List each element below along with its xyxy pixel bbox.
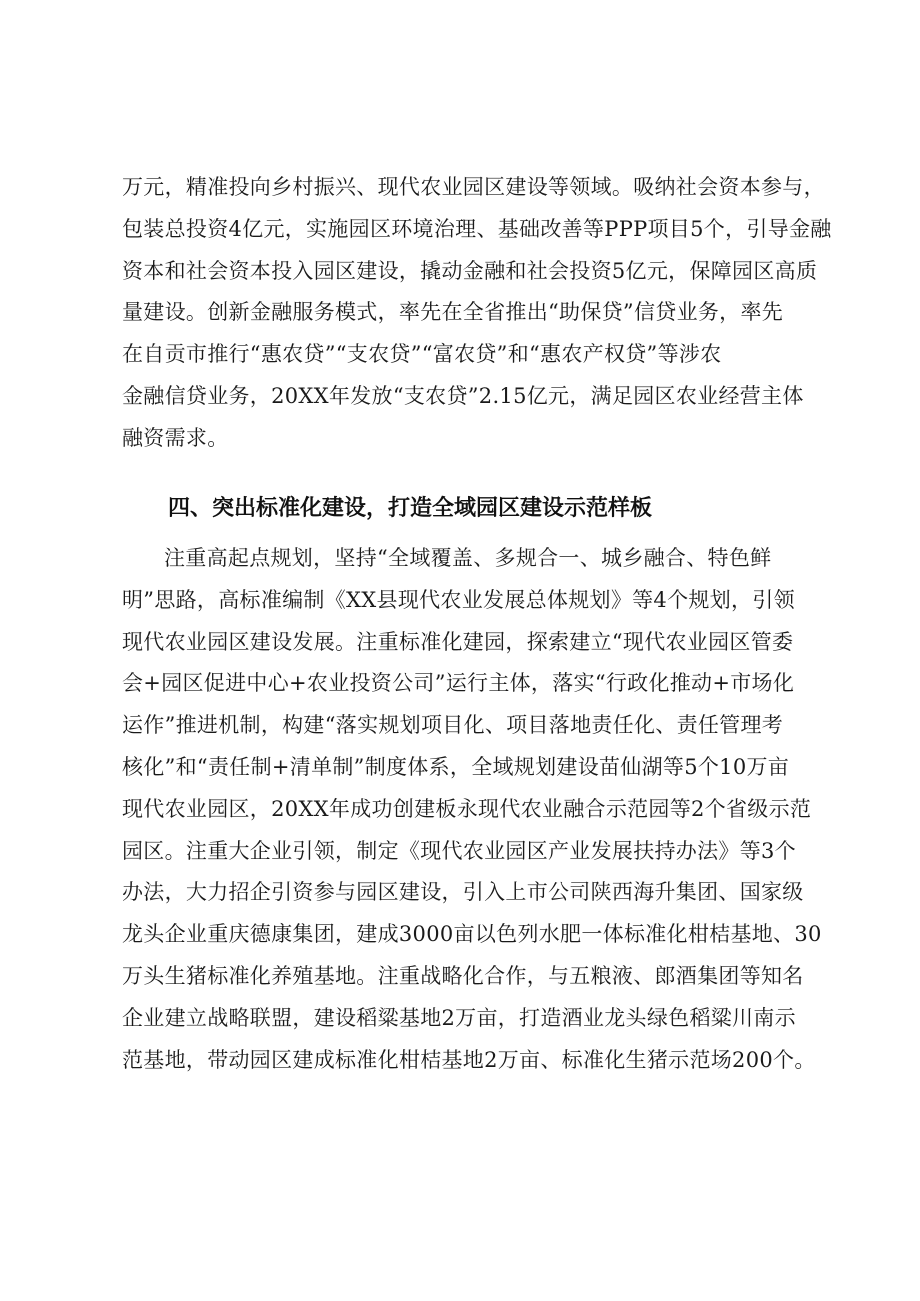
paragraph-line: 资本和社会资本投入园区建设，撬动金融和社会投资5亿元，保障园区高质 (122, 258, 818, 283)
paragraph-line: 办法，大力招企引资参与园区建设，引入上市公司陕西海升集团、国家级 (122, 880, 804, 905)
paragraph-line: 企业建立战略联盟，建设稻粱基地2万亩，打造酒业龙头绿色稻粱川南示 (122, 1005, 796, 1030)
paragraph-line: 在自贡市推行“惠农贷”“支农贷”“富农贷”和“惠农产权贷”等涉农 (122, 342, 722, 367)
paragraph-line: 龙头企业重庆德康集团，建成3000亩以色列水肥一体标准化柑桔基地、30 (122, 922, 822, 947)
paragraph-line: 量建设。创新金融服务模式，率先在全省推出“助保贷”信贷业务，率先 (122, 300, 784, 325)
paragraph-line: 园区。注重大企业引领，制定《现代农业园区产业发展扶持办法》等3个 (122, 838, 796, 863)
section-heading: 四、突出标准化建设，打造全域园区建设示范样板 (168, 496, 653, 521)
paragraph-line: 会+园区促进中心+农业投资公司”运行主体，落实“行政化推动+市场化 (122, 671, 795, 696)
paragraph-line: 明”思路，高标准编制《XX县现代农业发展总体规划》等4个规划，引领 (122, 587, 795, 612)
paragraph-line: 包装总投资4亿元，实施园区环境治理、基础改善等PPP项目5个，引导金融 (122, 216, 832, 241)
paragraph-line: 范基地，带动园区建成标准化柑桔基地2万亩、标准化生猪示范场200个。 (122, 1047, 816, 1072)
paragraph-line: 注重高起点规划，坚持“全域覆盖、多规合一、城乡融合、特色鲜 (164, 546, 772, 570)
paragraph-line: 金融信贷业务，20XX年发放“支农贷”2.15亿元，满足园区农业经营主体 (122, 383, 804, 408)
paragraph-line: 运作”推进机制，构建“落实规划项目化、项目落地责任化、责任管理考 (122, 713, 784, 738)
paragraph-line: 融资需求。 (122, 425, 229, 450)
paragraph-line: 现代农业园区建设发展。注重标准化建园，探索建立“现代农业园区管委 (122, 629, 794, 654)
paragraph-line: 核化”和“责任制+清单制”制度体系，全域规划建设苗仙湖等5个10万亩 (122, 754, 790, 779)
paragraph-line: 万元，精准投向乡村振兴、现代农业园区建设等领域。吸纳社会资本参与， (122, 175, 825, 199)
paragraph-line: 万头生猪标准化养殖基地。注重战略化合作，与五粮液、郎酒集团等知名 (122, 963, 804, 988)
paragraph-standardization (122, 538, 827, 1081)
paragraph-financial-services (122, 167, 832, 460)
paragraph-line: 现代农业园区，20XX年成功创建板永现代农业融合示范园等2个省级示范 (122, 796, 812, 821)
